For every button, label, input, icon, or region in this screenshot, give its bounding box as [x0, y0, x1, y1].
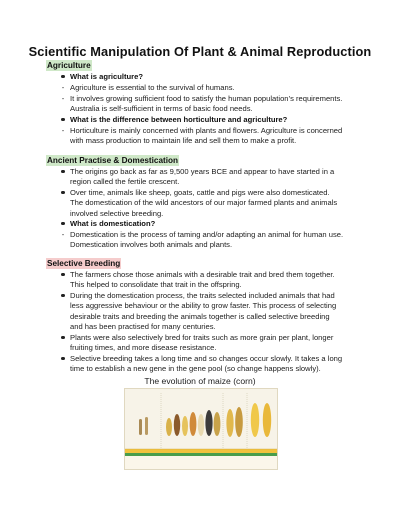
maize-evolution-image [124, 388, 278, 470]
figure-caption: The evolution of maize (corn) [144, 376, 256, 386]
dash-icon: - [61, 94, 65, 103]
dash-icon: - [61, 230, 65, 239]
dash-icon: - [61, 126, 65, 135]
bullet-dot-icon [61, 118, 64, 121]
bullet-dot-icon [61, 273, 64, 276]
bullet-dot-icon [61, 336, 64, 339]
bullet-dot-icon [61, 75, 64, 78]
page-title: Scientific Manipulation Of Plant & Animal Reproduction [28, 44, 372, 59]
document-page: Scientific Manipulation Of Plant & Animal Reproduction Agriculture What is agriculture? - Agriculture is essential to the survival of humans. - It involves growing sufficient food to satisfy the human population’s requirements. Australia is self-sufficient in terms of basic food needs. What is the difference between horticulture and agriculture? - Horticulture is mainly concerned with plants and flowers. Agriculture is concerned with mass production to maintain life and sell them to make a profit. Ancient Practise & Domestication The origins go back as far as 9,500 years BCE and appear to have started in a region called the fertile crescent. Over time, animals like sheep, goats, cattle and pigs were also domesticated. The domestication of the wild ancestors of our major farmed plants and animals involved selective breeding. What is domestication? - Domestication is the process of taming and/or adapting an animal for human use. Domestication involves both animals and plants. Selective Breeding The farmers chose those animals with a desirable trait and bred them together. This helped to consolidate that trait in the offspring. During the domestication process, the traits selected included animals that had less aggressive behaviour or the ability to grow faster. This process of selecting desirable traits and breeding the animals together is called selective breeding and has been practised for many centuries. Plants were also selectively bred for traits such as more grain per plant, longer fruiting times, and more disease resistance. Selective breeding takes a long time and so changes occur slowly. It takes a long time to establish a new gene in the gene pool (so change happens slowly). The evolution of maize (corn) [0, 0, 400, 518]
maize-evolution-illustration [125, 389, 277, 469]
bullet-dot-icon [61, 191, 64, 194]
section-heading-ancient-practise: Ancient Practise & Domestication [47, 156, 179, 165]
bullet-dot-icon [61, 222, 64, 225]
bullet-dot-icon [61, 170, 64, 173]
dash-icon: - [61, 83, 65, 92]
section-heading-agriculture: Agriculture [47, 61, 91, 70]
bullet-dot-icon [61, 357, 64, 360]
bullet-dot-icon [61, 294, 64, 297]
section-heading-selective-breeding: Selective Breeding [47, 259, 121, 268]
